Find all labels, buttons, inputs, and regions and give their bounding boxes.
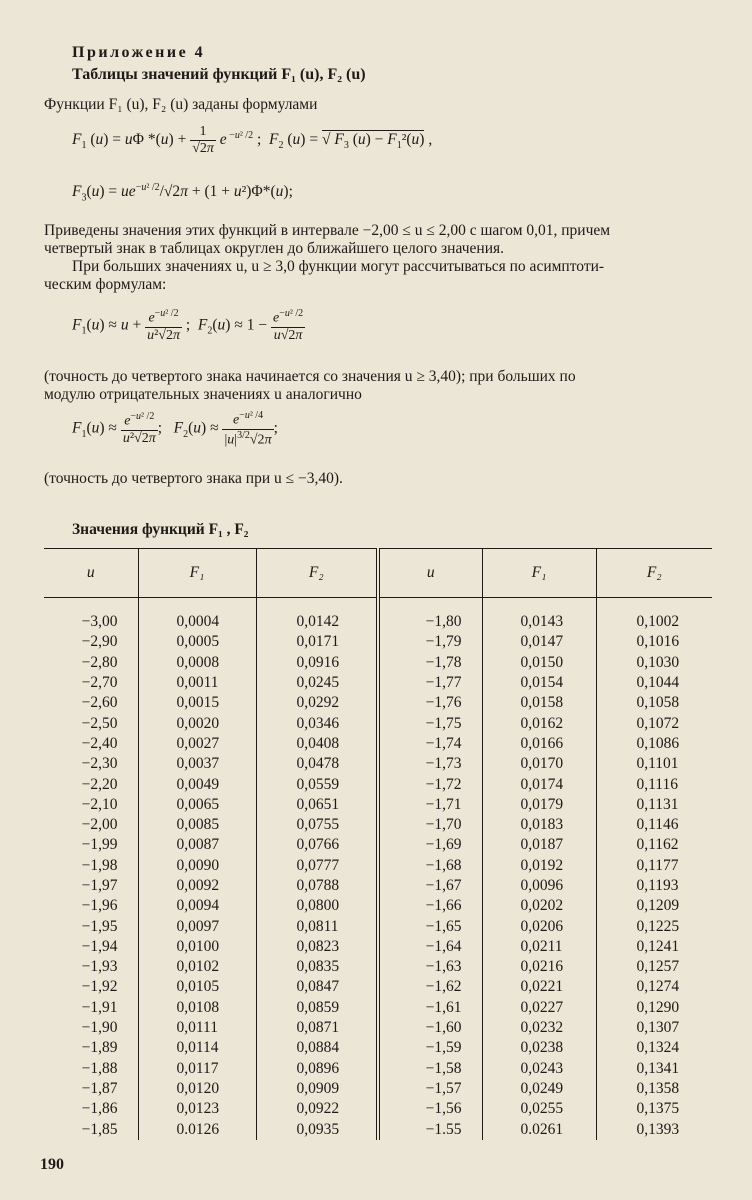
cell-f1: 0,0020 [138, 713, 256, 733]
cell-f2: 0,1324 [596, 1038, 712, 1058]
table-row [44, 673, 712, 693]
intro-paragraph-2b: ческим формулам: [44, 276, 167, 293]
table-row [44, 916, 712, 936]
cell-u: −1,91 [81, 998, 118, 1016]
cell-f1: 0,0105 [138, 977, 256, 997]
table-row [44, 713, 712, 733]
cell-f1: 0,0174 [482, 774, 596, 794]
cell-f1: 0,0166 [482, 734, 596, 754]
cell-u: −1,64 [378, 937, 482, 957]
cell-u: −1,69 [378, 835, 482, 855]
cell-f1: 0,0015 [138, 693, 256, 713]
table-row [44, 876, 712, 896]
table-row [44, 998, 712, 1018]
intro-paragraph-1a: Приведены значения этих функций в интервале −2,00 ≤ u ≤ 2,00 с шагом 0,01, причем [44, 222, 611, 239]
cell-f2: 0,0859 [256, 998, 378, 1018]
cell-f2: 0,1030 [596, 653, 712, 673]
cell-f1: 0,0005 [138, 632, 256, 652]
table-row [44, 1119, 712, 1139]
cell-u: −1,77 [378, 673, 482, 693]
cell-f2: 0,1193 [596, 876, 712, 896]
cell-f2: 0,0835 [256, 957, 378, 977]
intro-paragraph-3a: (точность до четвертого знака начинается со значения u ≥ 3,40); при больших по [44, 368, 576, 385]
table-row [44, 1059, 712, 1079]
cell-u: −1,87 [81, 1079, 118, 1097]
cell-f2: 0,0811 [256, 916, 378, 936]
cell-f1: 0,0170 [482, 754, 596, 774]
table-row [44, 754, 712, 774]
cell-f1: 0,0202 [482, 896, 596, 916]
cell-u: −1,96 [81, 897, 118, 915]
cell-f2: 0,1162 [596, 835, 712, 855]
cell-u: −1,59 [378, 1038, 482, 1058]
formula-asymptotic-negative: $F_1(u)$ ≈ $\frac{e^{-u^2 /2}}{\text{u²√2π}}$ ; $F_2(u)$ ≈ $\frac{e^{-u^2 /4}}{|u|^{3/2}√2\pi}$ ; [72, 410, 278, 448]
cell-u: −1,74 [378, 734, 482, 754]
cell-f1: 0,0192 [482, 856, 596, 876]
cell-f1: 0,0090 [138, 856, 256, 876]
cell-f1: 0,0206 [482, 916, 596, 936]
cell-u: −1,62 [378, 977, 482, 997]
values-table [44, 548, 712, 1140]
cell-f1: 0,0102 [138, 957, 256, 977]
table-row [44, 957, 712, 977]
cell-u: −1,94 [81, 937, 118, 955]
page-title: Таблицы значений функций F₁ (u), F₂ (u) [72, 66, 366, 83]
formula-f1-f2: $F_1$ (u) = uΦ *(u) + $\frac{1}{√2\pi}$ e $^{-u^2 /2}$ ; $F_2$ (u) = √ $F_3$ $(u) - F_1^2(u)$ , [72, 124, 433, 156]
cell-f2: 0,0777 [256, 856, 378, 876]
cell-u: −2,10 [81, 795, 118, 813]
cell-u: −2,60 [81, 694, 118, 712]
cell-f1: 0,0183 [482, 815, 596, 835]
intro-paragraph-2a: При больших значениях u, u ≥ 3,0 функции могут рассчитываться по асимптоти- [72, 258, 605, 275]
formulas-intro: Функции F₁ (u), F₂ (u) заданы формулами [44, 96, 318, 113]
cell-u: −1,95 [81, 917, 118, 935]
cell-f1: 0.0126 [138, 1119, 256, 1139]
cell-f2: 0,0245 [256, 673, 378, 693]
cell-f1: 0,0162 [482, 713, 596, 733]
cell-f1: 0,0097 [138, 916, 256, 936]
cell-f1: 0,0232 [482, 1018, 596, 1038]
cell-f2: 0,1341 [596, 1059, 712, 1079]
cell-f1: 0,0087 [138, 835, 256, 855]
cell-f2: 0,1241 [596, 937, 712, 957]
cell-f1: 0,0187 [482, 835, 596, 855]
header-f2-left: F₂ [256, 549, 378, 598]
cell-f2: 0,1131 [596, 795, 712, 815]
cell-u: −2,20 [81, 775, 118, 793]
cell-f1: 0.0261 [482, 1119, 596, 1139]
cell-f2: 0,1225 [596, 916, 712, 936]
cell-f2: 0,1358 [596, 1079, 712, 1099]
cell-f1: 0,0111 [138, 1018, 256, 1038]
cell-u: −1,92 [81, 978, 118, 996]
cell-u: −1,86 [81, 1100, 118, 1118]
cell-f2: 0,0755 [256, 815, 378, 835]
cell-u: −1,76 [378, 693, 482, 713]
cell-u: −1,71 [378, 795, 482, 815]
cell-f1: 0,0008 [138, 653, 256, 673]
cell-f2: 0,0916 [256, 653, 378, 673]
cell-f1: 0,0179 [482, 795, 596, 815]
cell-f1: 0,0049 [138, 774, 256, 794]
cell-f2: 0,1058 [596, 693, 712, 713]
cell-f2: 0,1307 [596, 1018, 712, 1038]
cell-f1: 0,0114 [138, 1038, 256, 1058]
header-f2-right: F₂ [596, 549, 712, 598]
cell-f2: 0,0788 [256, 876, 378, 896]
cell-u: −1,89 [81, 1039, 118, 1057]
cell-f2: 0,0559 [256, 774, 378, 794]
cell-f1: 0,0100 [138, 937, 256, 957]
cell-f2: 0,0847 [256, 977, 378, 997]
cell-f1: 0,0123 [138, 1099, 256, 1119]
cell-f1: 0,0147 [482, 632, 596, 652]
cell-f2: 0,1101 [596, 754, 712, 774]
cell-f1: 0,0150 [482, 653, 596, 673]
cell-f1: 0,0037 [138, 754, 256, 774]
cell-f2: 0,1016 [596, 632, 712, 652]
cell-f2: 0,1209 [596, 896, 712, 916]
cell-f1: 0,0216 [482, 957, 596, 977]
table-row [44, 835, 712, 855]
cell-f1: 0,0011 [138, 673, 256, 693]
cell-f1: 0,0004 [138, 598, 256, 633]
cell-f2: 0,1257 [596, 957, 712, 977]
cell-u: −1,66 [378, 896, 482, 916]
cell-u: −2,00 [81, 816, 118, 834]
cell-f2: 0,0896 [256, 1059, 378, 1079]
cell-u: −1,85 [81, 1120, 118, 1138]
intro-paragraph-4: (точность до четвертого знака при u ≤ −3,40). [44, 470, 343, 487]
table-row [44, 815, 712, 835]
cell-f2: 0,1274 [596, 977, 712, 997]
cell-f2: 0,0823 [256, 937, 378, 957]
cell-f2: 0,0922 [256, 1099, 378, 1119]
appendix-label: Приложение 4 [72, 44, 206, 61]
cell-f2: 0,0651 [256, 795, 378, 815]
intro-paragraph-3b: модулю отрицательных значениях u аналогично [44, 386, 362, 403]
table-row [44, 1038, 712, 1058]
cell-f2: 0,1116 [596, 774, 712, 794]
table-row [44, 734, 712, 754]
table-row [44, 1018, 712, 1038]
cell-f1: 0,0108 [138, 998, 256, 1018]
cell-f2: 0,0292 [256, 693, 378, 713]
cell-f2: 0,1146 [596, 815, 712, 835]
cell-u: −1,93 [81, 958, 118, 976]
cell-u: −2,50 [81, 714, 118, 732]
cell-u: −1,90 [81, 1019, 118, 1037]
cell-f2: 0,0346 [256, 713, 378, 733]
formula-asymptotic-positive: $F_1(u) \approx u$ + $\frac{e^{-u^2 /2}}{\text{u²√2π}}$ ; $F_2(u) \approx 1$ − $\frac{e^{-u^2 /2}}{u√2\pi}$ [72, 308, 304, 343]
table-row [44, 632, 712, 652]
cell-f1: 0,0249 [482, 1079, 596, 1099]
table-row [44, 1079, 712, 1099]
intro-paragraph-1b: четвертый знак в таблицах округлен до ближайшего целого значения. [44, 240, 504, 257]
cell-u: −1,97 [81, 877, 118, 894]
cell-f1: 0,0158 [482, 693, 596, 713]
cell-f2: 0,1177 [596, 856, 712, 876]
cell-f1: 0,0094 [138, 896, 256, 916]
cell-u: −2,40 [81, 734, 118, 752]
cell-f1: 0,0065 [138, 795, 256, 815]
cell-u: −1,67 [378, 876, 482, 896]
cell-f1: 0,0211 [482, 937, 596, 957]
table-row [44, 977, 712, 997]
table-row [44, 896, 712, 916]
cell-u: −1,78 [378, 653, 482, 673]
table-row [44, 598, 712, 633]
cell-f1: 0,0154 [482, 673, 596, 693]
cell-f2: 0,0171 [256, 632, 378, 652]
cell-f2: 0,1072 [596, 713, 712, 733]
cell-f1: 0,0096 [482, 876, 596, 896]
cell-u: −3,00 [81, 613, 118, 631]
table-title: Значения функций F₁ , F₂ [72, 521, 249, 538]
cell-u: −1,68 [378, 856, 482, 876]
cell-u: −1,75 [378, 713, 482, 733]
cell-f1: 0,0143 [482, 598, 596, 633]
table-header-row [44, 549, 712, 598]
cell-f2: 0,1044 [596, 673, 712, 693]
cell-u: −1,70 [378, 815, 482, 835]
cell-u: −1,88 [81, 1059, 118, 1077]
header-f1-right: F₁ [482, 549, 596, 598]
cell-u: −1,60 [378, 1018, 482, 1038]
cell-u: −2,30 [81, 755, 118, 773]
cell-u: −1,57 [378, 1079, 482, 1099]
cell-f1: 0,0243 [482, 1059, 596, 1079]
cell-f2: 0,0408 [256, 734, 378, 754]
cell-f2: 0,1393 [596, 1119, 712, 1139]
cell-f2: 0,1375 [596, 1099, 712, 1119]
table-row [44, 795, 712, 815]
cell-f1: 0,0238 [482, 1038, 596, 1058]
cell-f1: 0,0221 [482, 977, 596, 997]
table-row [44, 693, 712, 713]
cell-f1: 0,0117 [138, 1059, 256, 1079]
table-row [44, 937, 712, 957]
cell-f2: 0,1086 [596, 734, 712, 754]
cell-f2: 0,0871 [256, 1018, 378, 1038]
cell-f2: 0,0884 [256, 1038, 378, 1058]
cell-f1: 0,0027 [138, 734, 256, 754]
header-u-right: u [378, 549, 482, 598]
table-row [44, 856, 712, 876]
cell-u: −1.55 [378, 1119, 482, 1139]
cell-u: −1,63 [378, 957, 482, 977]
cell-u: −1,65 [378, 916, 482, 936]
cell-u: −2,80 [81, 653, 118, 671]
header-u-left: u [44, 549, 138, 598]
cell-u: −2,70 [81, 674, 118, 692]
cell-u: −1,61 [378, 998, 482, 1018]
formula-f3: $F_3(u) = ue^{-u^2 /2}/√2\pi + (1 + u^2)\Phi*(u)$; [72, 182, 293, 204]
cell-f2: 0,0142 [256, 598, 378, 633]
cell-u: −1,79 [378, 632, 482, 652]
cell-u: −1,56 [378, 1099, 482, 1119]
cell-u: −1,99 [81, 836, 118, 854]
page-number: 190 [40, 1156, 64, 1173]
cell-u: −1,58 [378, 1059, 482, 1079]
table-row [44, 774, 712, 794]
cell-f2: 0,0766 [256, 835, 378, 855]
cell-f1: 0,0227 [482, 998, 596, 1018]
cell-f1: 0,0085 [138, 815, 256, 835]
cell-f2: 0,1290 [596, 998, 712, 1018]
cell-f2: 0,0909 [256, 1079, 378, 1099]
cell-u: −1,73 [378, 754, 482, 774]
cell-f1: 0,0255 [482, 1099, 596, 1119]
cell-f2: 0,1002 [596, 598, 712, 633]
cell-f2: 0,0800 [256, 896, 378, 916]
cell-f2: 0,0478 [256, 754, 378, 774]
cell-f2: 0,0935 [256, 1119, 378, 1139]
cell-f1: 0,0092 [138, 876, 256, 896]
cell-u: −1,98 [81, 856, 118, 874]
table-row [44, 653, 712, 673]
cell-u: −1,80 [378, 598, 482, 633]
cell-u: −1,72 [378, 774, 482, 794]
cell-u: −2,90 [81, 633, 118, 651]
header-f1-left: F₁ [138, 549, 256, 598]
cell-f1: 0,0120 [138, 1079, 256, 1099]
table-row [44, 1099, 712, 1119]
